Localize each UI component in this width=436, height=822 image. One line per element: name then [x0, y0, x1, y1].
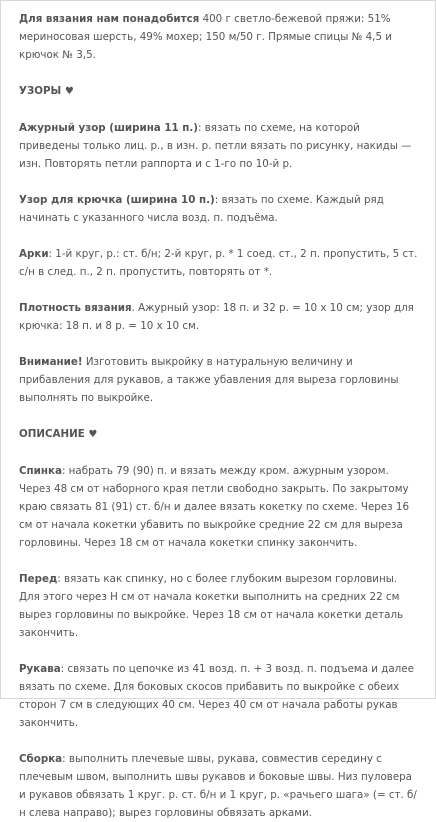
- description-heading: [19, 425, 421, 444]
- gauge-paragraph: [19, 299, 421, 335]
- arches-label: Арки: [19, 248, 49, 260]
- heart-icon: ♥: [88, 429, 98, 440]
- patterns-heading: [19, 82, 421, 101]
- sleeves-label: Рукава: [19, 663, 61, 675]
- gauge-label: Плотность вязания: [19, 302, 132, 314]
- sleeves-text: : связать по цепочке из 41 возд. п. + 3 возд. п. подъема и далее вязать по схеме. Для боковых скосов прибавить по выкройке с обеих сторон 7 см в следующих 40 см. Через 40 см от начала работы рукав закончить.: [19, 663, 414, 729]
- intro-paragraph: [19, 10, 421, 64]
- crochet-pattern-label: Узор для крючка (ширина 10 п.): [19, 194, 215, 206]
- heart-icon: ♥: [64, 86, 74, 97]
- description-heading-text: ОПИСАНИЕ: [19, 428, 85, 440]
- sleeves-paragraph: [19, 660, 421, 732]
- gauge-text: . Ажурный узор: 18 п. и 32 р. = 10 х 10 см; узор для крючка: 18 п. и 8 р. = 10 х 10 см.: [19, 302, 414, 332]
- crochet-pattern-paragraph: [19, 191, 421, 227]
- arches-paragraph: [19, 245, 421, 281]
- front-label: Перед: [19, 573, 58, 585]
- back-text: : набрать 79 (90) п. и вязать между кром. ажурным узором. Через 48 см от наборного края петли свободно закрыть. По закрытому краю связать 81 (91) ст. б/н и далее вязать кокетку по схеме. Через 16 см от начала кокетки убавить по выкройке средние 22 см для выреза горловины. Через 18 см от начала кокетки спинку закончить.: [19, 465, 409, 549]
- assembly-paragraph: [19, 750, 421, 822]
- lace-pattern-text: : вязать по схеме, на которой приведены только лиц. р., в изн. р. петли вязать по рисунку, накиды — изн. Повторять петли раппорта и с 1-го по 10-й р.: [19, 122, 412, 170]
- patterns-heading-text: УЗОРЫ: [19, 85, 62, 97]
- lace-pattern-paragraph: [19, 119, 421, 173]
- intro-label: Для вязания нам понадобится: [19, 13, 200, 25]
- intro-text: 400 г светло-бежевой пряжи: 51% мериносовая шерсть, 49% мохер; 150 м/50 г. Прямые спицы № 4,5 и крючок № 3,5.: [19, 13, 392, 61]
- attention-label: Внимание!: [19, 356, 83, 368]
- back-label: Спинка: [19, 465, 62, 477]
- crochet-pattern-text: : вязать по схеме. Каждый ряд начинать с указанного числа возд. п. подъёма.: [19, 194, 384, 224]
- assembly-text: : выполнить плечевые швы, рукава, совместив середину с плечевым швом, выполнить швы рукавов и боковые швы. Низ пуловера и рукавов обвязать 1 круг. р. ст. б/н и 1 круг, р. «рачьего шага» (= ст. б/н слева направо); вырез горловины обвязать арками.: [19, 753, 417, 819]
- front-text: : вязать как спинку, но с более глубоким вырезом горловины. Для этого через Н см от начала кокетки выполнить на средних 22 см вырез горловины по выкройке. Через 18 см от начала кокетки деталь закончить.: [19, 573, 404, 639]
- back-paragraph: [19, 462, 421, 552]
- front-paragraph: [19, 570, 421, 642]
- lace-pattern-label: Ажурный узор (ширина 11 п.): [19, 122, 198, 134]
- assembly-label: Сборка: [19, 753, 63, 765]
- attention-paragraph: [19, 353, 421, 407]
- attention-text: Изготовить выкройку в натуральную величину и прибавления для рукавов, а также убавления для выреза горловины выполнять по выкройке.: [19, 356, 399, 404]
- arches-text: : 1-й круг, р.: ст. б/н; 2-й круг, р. * 1 соед. ст., 2 п. пропустить, 5 ст. с/н в след. п., 2 п. пропустить, повторять от *.: [19, 248, 418, 278]
